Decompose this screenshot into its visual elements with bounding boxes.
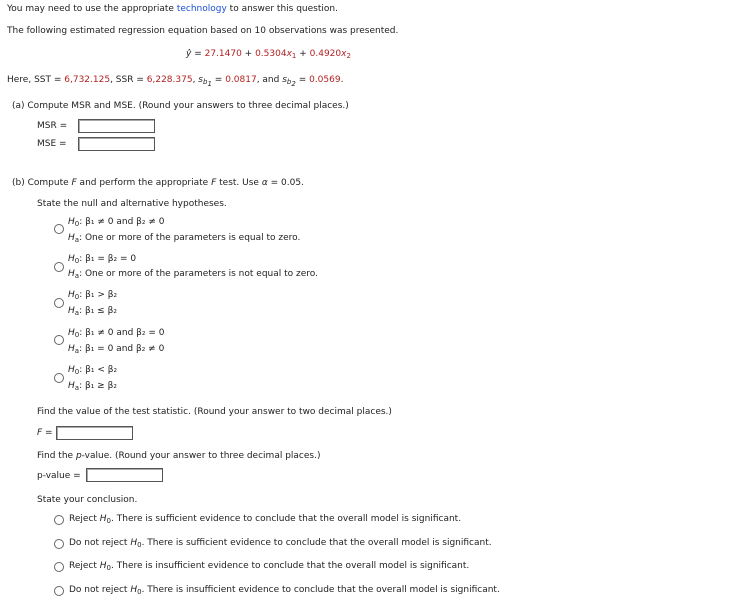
conclusion-radio[interactable] <box>54 539 64 549</box>
alpha-value: = 0.05. <box>267 178 304 188</box>
and-text: , and <box>256 75 283 85</box>
null-text: : β₁ > β₂ <box>79 290 118 300</box>
regression-equation <box>186 49 351 60</box>
h-symbol: H <box>130 538 138 548</box>
null-text: : β₁ ≠ 0 and β₂ ≠ 0 <box>79 217 165 227</box>
f-label: F = <box>37 428 53 438</box>
h-subscript: a <box>74 347 80 355</box>
h-symbol: H <box>68 365 75 375</box>
h-subscript: a <box>74 272 80 280</box>
period: . <box>340 75 344 85</box>
x1-variable: x <box>286 49 292 59</box>
x1-subscript: 1 <box>291 52 297 60</box>
conclusion-action: Do not reject <box>69 585 131 595</box>
f-symbol: F <box>71 178 77 188</box>
h-subscript: 0 <box>74 220 80 228</box>
h-subscript: 0 <box>74 331 80 339</box>
b2-value: 0.4920 <box>309 49 342 59</box>
pvalue-prompt-suffix: -value. (Round your answer to three decimal places.) <box>81 451 321 461</box>
equals-sign: = <box>191 49 205 59</box>
b1-value: 0.5304 <box>255 49 287 59</box>
conclusion-text <box>69 561 469 572</box>
plus-sign: + <box>241 49 256 59</box>
mse-input[interactable] <box>78 137 155 151</box>
alpha-symbol: α <box>261 178 268 188</box>
alt-text: : One or more of the parameters is not equal to zero. <box>79 269 318 279</box>
f-input[interactable] <box>56 426 133 440</box>
conclusion-action: Do not reject <box>69 538 131 548</box>
equals-sign: = <box>211 75 226 85</box>
conclusion-text <box>69 514 461 525</box>
ssr-value: 6,228.375 <box>146 75 193 85</box>
msr-input[interactable] <box>78 119 155 133</box>
h-subscript: 0 <box>74 257 80 265</box>
instruction-text <box>7 4 338 15</box>
p-symbol: p <box>75 451 82 461</box>
intercept-value: 27.1470 <box>204 49 242 59</box>
conclusion-text <box>69 538 492 549</box>
sb1-subsubscript: 1 <box>207 80 212 88</box>
h-symbol: H <box>130 585 138 595</box>
sst-value: 6,732.125 <box>64 75 111 85</box>
test-stat-prompt: Find the value of the test statistic. (Round your answer to two decimal places.) <box>37 407 392 417</box>
conclusion-action: Reject <box>69 514 100 524</box>
sb1-symbol: s <box>198 75 203 85</box>
mse-label: MSE = <box>37 139 67 149</box>
sst-label: Here, SST = <box>7 75 65 85</box>
sb2-subsubscript: 2 <box>291 80 296 88</box>
sb1-subscript: b <box>203 78 208 86</box>
x2-variable: x <box>341 49 347 59</box>
yhat-symbol: ŷ <box>186 49 192 59</box>
h-symbol: H <box>68 381 75 391</box>
conclusion-reason: . There is insufficient evidence to conclude that the overall model is significant. <box>111 561 470 571</box>
h-subscript: 0 <box>106 517 112 525</box>
alt-hypothesis <box>68 269 318 280</box>
conclusion-radio[interactable] <box>54 586 64 596</box>
h-symbol: H <box>68 269 75 279</box>
sb1-value: 0.0817 <box>225 75 257 85</box>
h-symbol: H <box>68 254 75 264</box>
sb2-value: 0.0569 <box>309 75 341 85</box>
sb2-symbol: s <box>282 75 287 85</box>
summary-stats <box>7 75 343 86</box>
conclusion-text <box>69 585 500 596</box>
null-text: : β₁ ≠ 0 and β₂ = 0 <box>79 328 165 338</box>
instruction-suffix: to answer this question. <box>226 4 338 14</box>
ssr-label: , SSR = <box>110 75 147 85</box>
part-b-prompt <box>12 178 304 189</box>
conclusion-radio[interactable] <box>54 562 64 572</box>
x2-subscript: 2 <box>346 52 351 60</box>
h-symbol: H <box>68 306 75 316</box>
part-b-prefix: (b) Compute <box>12 178 72 188</box>
instruction-prefix: You may need to use the appropriate <box>7 4 177 14</box>
conclusion-radio[interactable] <box>54 515 64 525</box>
alt-hypothesis <box>68 233 300 244</box>
h-symbol: H <box>68 233 75 243</box>
hypothesis-radio[interactable] <box>54 373 64 383</box>
conclusion-prompt: State your conclusion. <box>37 495 138 505</box>
pvalue-label: p-value = <box>37 471 81 481</box>
conclusion-reason: . There is sufficient evidence to conclude that the overall model is significant. <box>141 538 492 548</box>
h-symbol: H <box>68 217 75 227</box>
comma: , <box>192 75 199 85</box>
hypothesis-radio[interactable] <box>54 298 64 308</box>
hypothesis-radio[interactable] <box>54 224 64 234</box>
h-symbol: H <box>68 344 75 354</box>
null-hypothesis <box>68 328 164 339</box>
h-subscript: 0 <box>137 541 142 549</box>
h-subscript: 0 <box>137 588 142 596</box>
alt-text: : β₁ = 0 and β₂ ≠ 0 <box>79 344 165 354</box>
h-symbol: H <box>99 514 107 524</box>
plus-sign: + <box>296 49 310 59</box>
alt-hypothesis <box>68 306 117 317</box>
part-b-middle: and perform the appropriate <box>76 178 212 188</box>
h-subscript: a <box>74 236 80 244</box>
conclusion-reason: . There is insufficient evidence to conclude that the overall model is significant. <box>141 585 500 595</box>
h-symbol: H <box>68 328 75 338</box>
hypotheses-prompt: State the null and alternative hypotheses. <box>37 199 227 209</box>
null-text: : β₁ = β₂ = 0 <box>79 254 137 264</box>
null-hypothesis <box>68 254 136 265</box>
null-hypothesis <box>68 365 117 376</box>
part-a-prompt: (a) Compute MSR and MSE. (Round your answers to three decimal places.) <box>12 101 349 111</box>
alt-hypothesis <box>68 344 164 355</box>
technology-link[interactable]: technology <box>176 4 227 14</box>
alt-text: : One or more of the parameters is equal to zero. <box>79 233 301 243</box>
equals-sign: = <box>295 75 310 85</box>
f-symbol: F <box>211 178 217 188</box>
h-subscript: 0 <box>106 564 112 572</box>
alt-hypothesis <box>68 381 117 392</box>
h-subscript: a <box>74 309 80 317</box>
pvalue-input[interactable] <box>86 468 163 482</box>
sb2-subscript: b <box>286 78 292 86</box>
msr-label: MSR = <box>37 121 68 131</box>
h-subscript: 0 <box>74 293 80 301</box>
conclusion-action: Reject <box>69 561 100 571</box>
part-b-suffix: test. Use <box>216 178 262 188</box>
h-symbol: H <box>68 290 75 300</box>
h-subscript: 0 <box>74 368 80 376</box>
hypothesis-radio[interactable] <box>54 262 64 272</box>
null-hypothesis <box>68 290 117 301</box>
hypothesis-radio[interactable] <box>54 335 64 345</box>
h-subscript: a <box>74 384 80 392</box>
pvalue-prompt-prefix: Find the <box>37 451 76 461</box>
null-text: : β₁ < β₂ <box>79 365 118 375</box>
question-stem: The following estimated regression equation based on 10 observations was presented. <box>7 26 399 36</box>
alt-text: : β₁ ≥ β₂ <box>79 381 117 391</box>
pvalue-prompt <box>37 451 320 462</box>
conclusion-reason: . There is sufficient evidence to conclude that the overall model is significant. <box>111 514 462 524</box>
alt-text: : β₁ ≤ β₂ <box>79 306 117 316</box>
null-hypothesis <box>68 217 164 228</box>
h-symbol: H <box>99 561 107 571</box>
